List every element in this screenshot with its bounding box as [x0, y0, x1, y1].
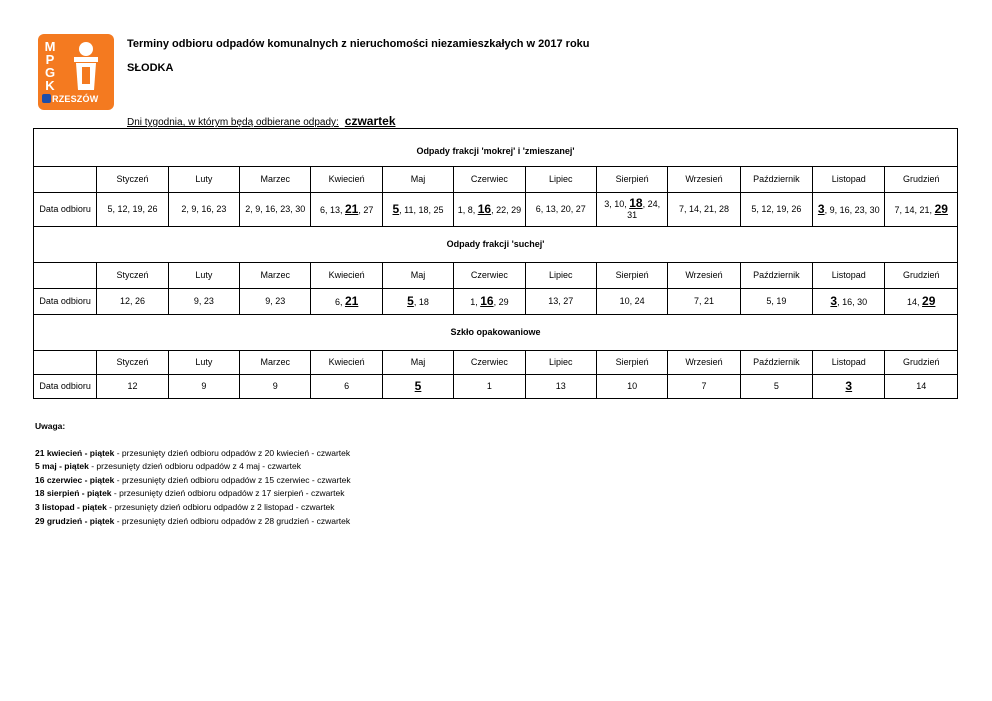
logo-letters: M P G K	[44, 39, 56, 93]
date-text: 5, 19	[766, 296, 787, 306]
shifted-date: 5	[407, 293, 414, 308]
note-item	[35, 487, 351, 501]
date-text: , 18	[413, 296, 429, 307]
month-header: Styczeń	[97, 167, 168, 193]
shifted-date: 21	[344, 293, 359, 308]
note-text: - przesunięty dzień odbioru odpadów z 17 sierpień - czwartek	[111, 488, 345, 499]
date-text: 13	[555, 381, 566, 391]
month-header: Styczeń	[97, 351, 168, 375]
date-cell	[596, 375, 667, 399]
date-text: , 16, 30	[837, 296, 868, 307]
date-cell	[740, 289, 812, 315]
date-cell	[382, 193, 453, 227]
date-text: 7, 14, 21, 28	[678, 204, 730, 214]
date-cell	[668, 289, 740, 315]
notes-section	[35, 420, 351, 528]
month-header: Maj	[382, 263, 453, 289]
company-logo	[38, 34, 114, 110]
date-cell	[311, 375, 382, 399]
date-cell	[525, 289, 596, 315]
section-title-row	[34, 129, 958, 167]
date-text: 6, 13,	[319, 204, 345, 215]
row-label: Data odbioru	[34, 375, 97, 399]
month-header: Kwiecień	[311, 263, 382, 289]
date-cell	[240, 193, 311, 227]
date-text: 9, 23	[265, 296, 286, 306]
date-cell	[885, 375, 958, 399]
month-header: Sierpień	[596, 167, 667, 193]
month-header: Marzec	[240, 167, 311, 193]
date-cell	[168, 375, 239, 399]
date-text: 5, 12, 19, 26	[751, 204, 802, 214]
date-cell	[382, 289, 453, 315]
month-header: Luty	[168, 351, 239, 375]
date-cell	[885, 289, 958, 315]
date-text: 5, 12, 19, 26	[107, 204, 158, 214]
month-header: Maj	[382, 167, 453, 193]
month-header: Marzec	[240, 263, 311, 289]
shifted-date: 29	[934, 201, 948, 216]
date-text: 5	[773, 381, 779, 391]
month-header: Lipiec	[525, 167, 596, 193]
date-text: 12, 26	[120, 296, 146, 306]
month-header: Sierpień	[596, 351, 667, 375]
note-text: - przesunięty dzień odbioru odpadów z 2 listopad - czwartek	[106, 501, 335, 512]
month-header: Kwiecień	[311, 351, 382, 375]
collection-day-label: Dni tygodnia, w którym będą odbierane odpady:	[127, 117, 339, 128]
logo-city: RZESZÓW	[42, 94, 98, 104]
row-label: Data odbioru	[34, 193, 97, 227]
note-date: 18 sierpień - piątek	[35, 488, 112, 499]
empty-header-cell	[34, 351, 97, 375]
date-text: 14	[916, 381, 927, 391]
date-text: 9, 23	[193, 296, 214, 306]
note-item	[35, 501, 351, 515]
date-cell	[240, 375, 311, 399]
shifted-date: 16	[480, 293, 494, 308]
dates-row	[34, 289, 958, 315]
date-cell	[97, 193, 168, 227]
note-text: - przesunięty dzień odbioru odpadów z 4 maj - czwartek	[88, 461, 301, 472]
shifted-date: 5	[414, 378, 422, 393]
date-cell	[668, 193, 740, 227]
date-text: 14,	[907, 296, 923, 307]
date-cell	[740, 193, 812, 227]
date-text: 7	[701, 381, 707, 391]
date-cell	[97, 375, 168, 399]
date-cell	[596, 289, 667, 315]
date-cell	[168, 289, 239, 315]
date-cell	[454, 375, 525, 399]
month-header-row	[34, 351, 958, 375]
month-header: Czerwiec	[454, 351, 525, 375]
date-text: 13, 27	[548, 296, 574, 306]
month-header-row	[34, 167, 958, 193]
date-cell	[525, 193, 596, 227]
month-header: Maj	[382, 351, 453, 375]
note-text: - przesunięty dzień odbioru odpadów z 15 czerwiec - czwartek	[114, 474, 351, 485]
shifted-date: 18	[629, 196, 643, 210]
date-text: , 27	[358, 204, 374, 215]
month-header: Czerwiec	[454, 263, 525, 289]
month-header: Wrzesień	[668, 167, 740, 193]
date-text: 9	[272, 381, 278, 391]
month-header: Kwiecień	[311, 167, 382, 193]
note-text: - przesunięty dzień odbioru odpadów z 20 kwiecień - czwartek	[114, 447, 351, 458]
shifted-date: 5	[392, 201, 400, 216]
shifted-date: 3	[817, 201, 825, 216]
date-cell	[168, 193, 239, 227]
month-header: Wrzesień	[668, 351, 740, 375]
month-header: Wrzesień	[668, 263, 740, 289]
month-header: Listopad	[813, 351, 885, 375]
notes-list	[35, 447, 351, 529]
shifted-date: 3	[845, 378, 853, 393]
date-text: 2, 9, 16, 23	[181, 204, 227, 214]
date-cell	[311, 289, 382, 315]
date-text: 10, 24	[619, 296, 645, 306]
page-subtitle: SŁODKA	[127, 62, 174, 74]
date-text: 1	[486, 381, 492, 391]
month-header-row	[34, 263, 958, 289]
date-cell	[668, 375, 740, 399]
date-cell	[813, 193, 885, 227]
date-cell	[813, 375, 885, 399]
date-text: 2, 9, 16, 23, 30	[245, 204, 306, 214]
date-cell	[97, 289, 168, 315]
date-text: 1, 8,	[457, 204, 478, 215]
month-header: Luty	[168, 167, 239, 193]
date-cell	[240, 289, 311, 315]
note-item	[35, 447, 351, 461]
note-date: 16 czerwiec - piątek	[35, 474, 115, 485]
month-header: Styczeń	[97, 263, 168, 289]
date-text: 7, 21	[694, 296, 715, 306]
date-text: , 22, 29	[491, 204, 522, 215]
page-title: Terminy odbioru odpadów komunalnych z nieruchomości niezamieszkałych w 2017 roku	[127, 38, 590, 50]
notes-heading: Uwaga:	[35, 421, 66, 431]
month-header: Grudzień	[885, 351, 958, 375]
month-header: Październik	[740, 263, 812, 289]
date-cell	[596, 193, 667, 227]
date-cell	[813, 289, 885, 315]
date-text: 10	[627, 381, 638, 391]
date-text: , 29	[493, 296, 509, 307]
month-header: Listopad	[813, 167, 885, 193]
row-label: Data odbioru	[34, 289, 97, 315]
shifted-date: 16	[477, 201, 492, 216]
date-text: 1,	[470, 296, 481, 307]
empty-header-cell	[34, 263, 97, 289]
note-date: 29 grudzień - piątek	[35, 515, 115, 526]
month-header: Czerwiec	[454, 167, 525, 193]
dates-row	[34, 375, 958, 399]
month-header: Listopad	[813, 263, 885, 289]
date-text: , 24, 31	[627, 199, 661, 220]
date-cell	[454, 193, 525, 227]
note-date: 21 kwiecień - piątek	[35, 447, 115, 458]
month-header: Luty	[168, 263, 239, 289]
month-header: Marzec	[240, 351, 311, 375]
date-cell	[885, 193, 958, 227]
section-title-row	[34, 315, 958, 351]
date-text: 12	[127, 381, 138, 391]
note-item	[35, 515, 351, 529]
date-text: 6	[344, 381, 350, 391]
date-text: 6, 13, 20, 27	[535, 204, 586, 214]
date-cell	[740, 375, 812, 399]
section-title: Szkło opakowaniowe	[34, 315, 958, 351]
date-text: , 11, 18, 25	[399, 204, 444, 215]
note-date: 3 listopad - piątek	[35, 501, 107, 512]
shifted-date: 29	[922, 293, 936, 308]
waste-bin-icon	[66, 40, 106, 94]
month-header: Sierpień	[596, 263, 667, 289]
dates-row	[34, 193, 958, 227]
note-item	[35, 460, 351, 474]
month-header: Październik	[740, 351, 812, 375]
schedule-table	[33, 128, 958, 399]
date-cell	[525, 375, 596, 399]
section-title-row	[34, 227, 958, 263]
note-item	[35, 474, 351, 488]
date-cell	[311, 193, 382, 227]
note-text: - przesunięty dzień odbioru odpadów z 28 grudzień - czwartek	[114, 515, 351, 526]
collection-day-value: czwartek	[344, 114, 396, 128]
note-date: 5 maj - piątek	[35, 461, 89, 472]
month-header: Lipiec	[525, 351, 596, 375]
date-cell	[382, 375, 453, 399]
section-title: Odpady frakcji 'mokrej' i 'zmieszanej'	[34, 129, 958, 167]
collection-day-line	[127, 114, 396, 128]
city-crest-icon	[42, 94, 51, 103]
shifted-date: 3	[830, 293, 838, 308]
date-cell	[454, 289, 525, 315]
date-text: 3, 10,	[604, 199, 630, 209]
section-title: Odpady frakcji 'suchej'	[34, 227, 958, 263]
date-text: , 9, 16, 23, 30	[824, 204, 880, 215]
month-header: Lipiec	[525, 263, 596, 289]
month-header: Grudzień	[885, 263, 958, 289]
date-text: 9	[201, 381, 207, 391]
empty-header-cell	[34, 167, 97, 193]
date-text: 6,	[334, 296, 345, 307]
month-header: Grudzień	[885, 167, 958, 193]
shifted-date: 21	[344, 201, 359, 216]
month-header: Październik	[740, 167, 812, 193]
date-text: 7, 14, 21,	[894, 204, 935, 215]
